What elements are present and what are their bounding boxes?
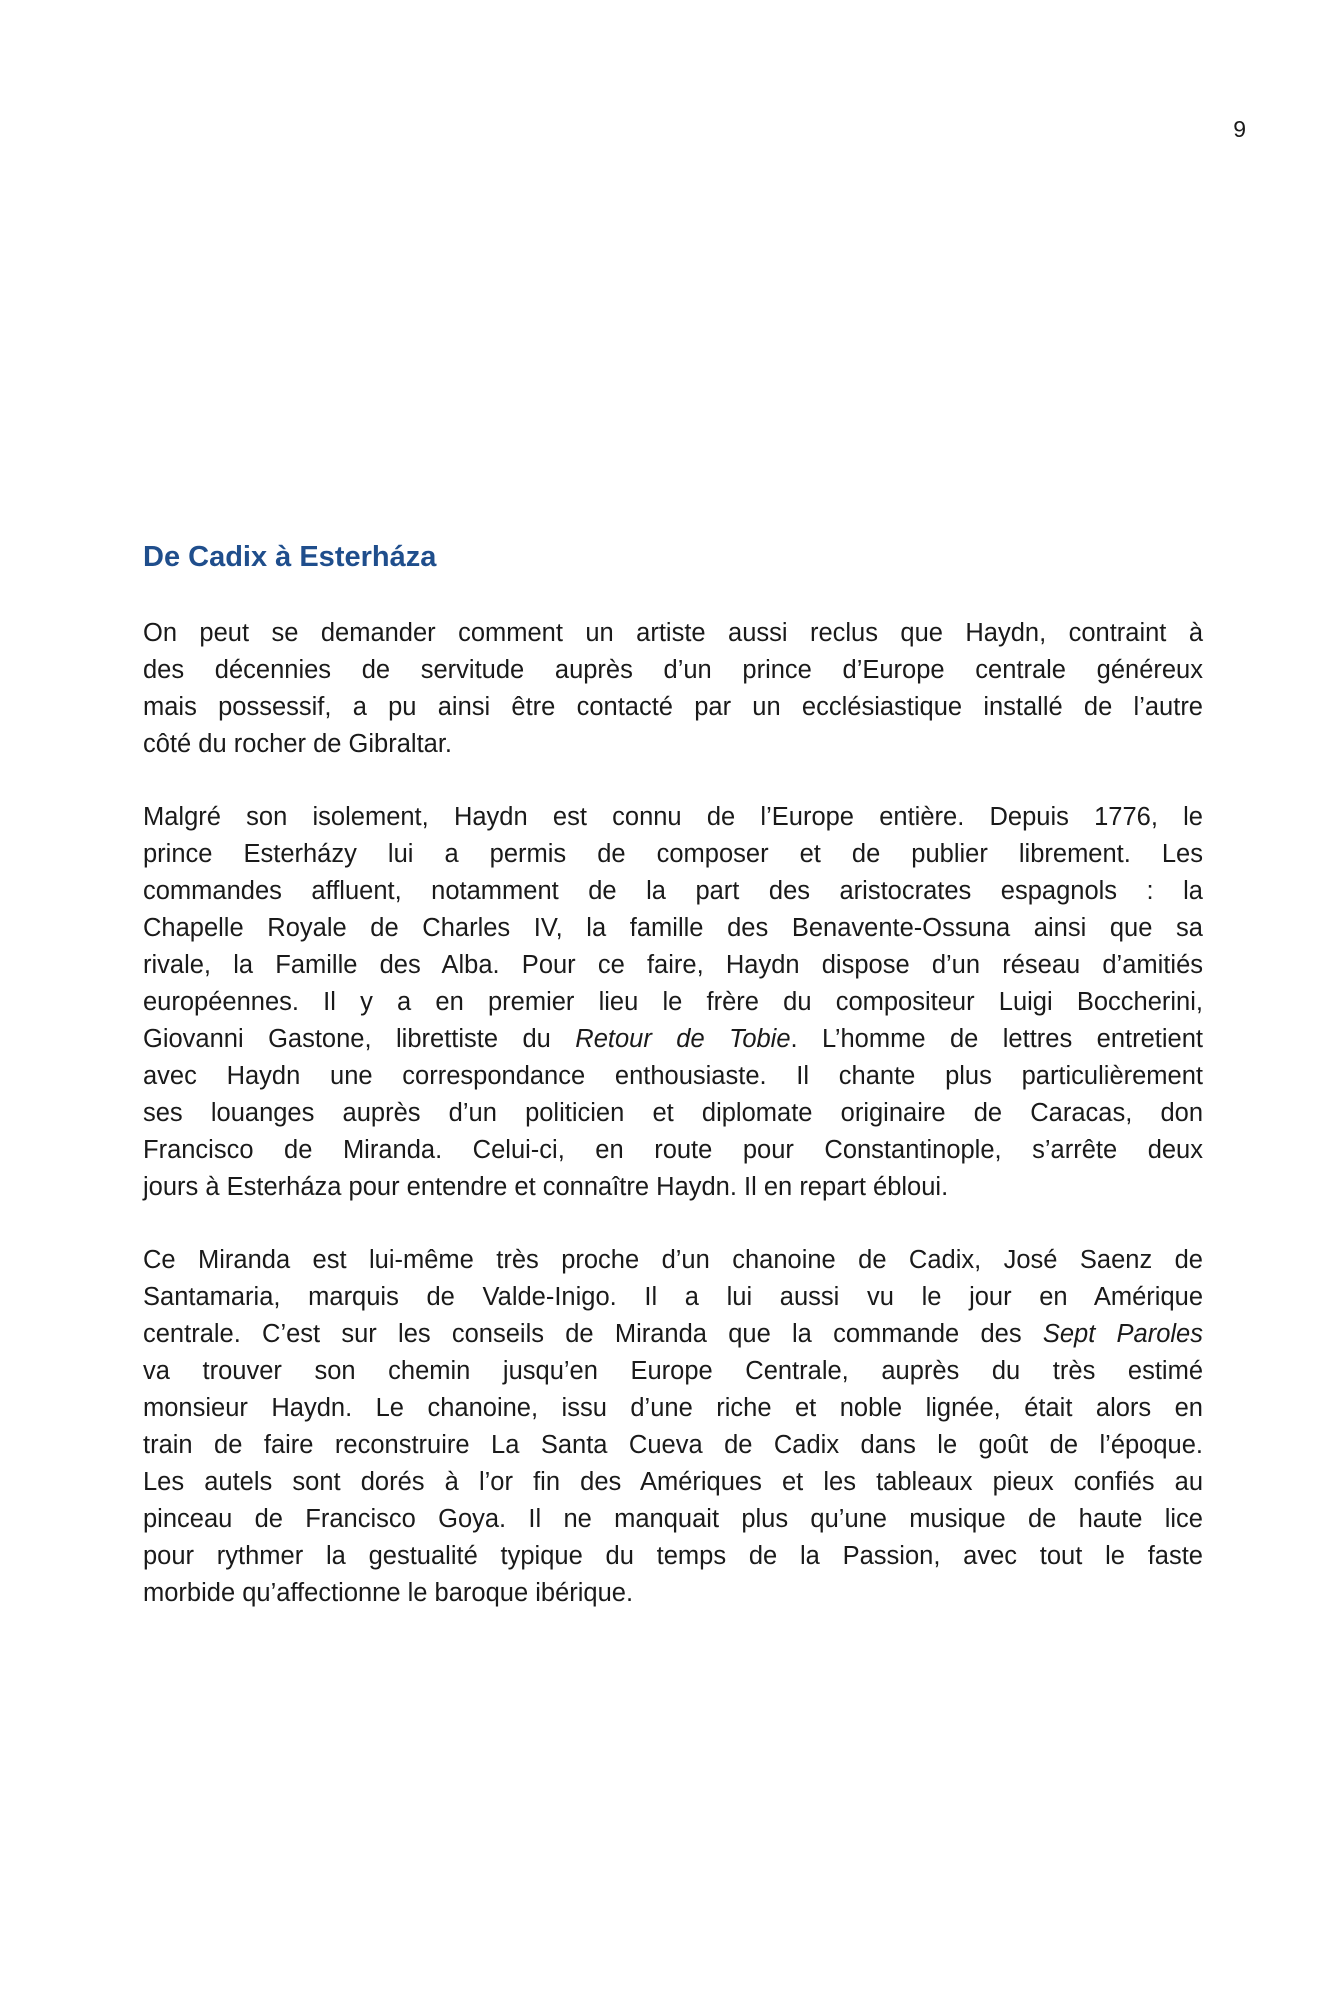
article-body — [143, 540, 1203, 1612]
text-line: mais possessif, a pu ainsi être contacté par un ecclésiastique installé de l’autre — [143, 692, 1203, 721]
text-line — [143, 1316, 1203, 1353]
text-line: des décennies de servitude auprès d’un prince d’Europe centrale généreux — [143, 655, 1203, 684]
work-title-retour-de-tobie: Retour de Tobie — [575, 1024, 791, 1053]
text-line: monsieur Haydn. Le chanoine, issu d’une riche et noble lignée, était alors en — [143, 1393, 1203, 1422]
text-line: morbide qu’affectionne le baroque ibérique. — [143, 1578, 634, 1607]
text-segment: Giovanni Gastone, librettiste du — [143, 1024, 576, 1053]
text-line: On peut se demander comment un artiste aussi reclus que Haydn, contraint à — [143, 618, 1203, 647]
text-line: Malgré son isolement, Haydn est connu de l’Europe entière. Depuis 1776, le — [143, 802, 1203, 831]
text-line: côté du rocher de Gibraltar. — [143, 729, 453, 758]
text-line: prince Esterházy lui a permis de composer et de publier librement. Les — [143, 839, 1203, 868]
work-title-sept-paroles: Sept Paroles — [1042, 1319, 1203, 1348]
text-line: jours à Esterháza pour entendre et connaître Haydn. Il en repart ébloui. — [143, 1172, 949, 1201]
text-line: européennes. Il y a en premier lieu le frère du compositeur Luigi Boccherini, — [143, 987, 1203, 1016]
section-heading: De Cadix à Esterháza — [143, 541, 437, 573]
text-segment: . L’homme de lettres entretient — [790, 1024, 1203, 1053]
text-line: ses louanges auprès d’un politicien et diplomate originaire de Caracas, don — [143, 1098, 1203, 1127]
text-line: Ce Miranda est lui-même très proche d’un chanoine de Cadix, José Saenz de — [143, 1245, 1203, 1274]
page-number: 9 — [1233, 116, 1246, 142]
paragraph-1 — [143, 615, 1203, 763]
text-line: commandes affluent, notamment de la part des aristocrates espagnols : la — [143, 876, 1203, 905]
paragraph-2 — [143, 799, 1203, 1206]
text-line: pour rythmer la gestualité typique du temps de la Passion, avec tout le faste — [143, 1541, 1203, 1570]
text-line: avec Haydn une correspondance enthousiaste. Il chante plus particulièrement — [143, 1061, 1203, 1090]
text-line: va trouver son chemin jusqu’en Europe Centrale, auprès du très estimé — [143, 1356, 1203, 1385]
paragraph-3 — [143, 1242, 1203, 1612]
text-line: Chapelle Royale de Charles IV, la famille des Benavente-Ossuna ainsi que sa — [143, 913, 1203, 942]
text-line: pinceau de Francisco Goya. Il ne manquait plus qu’une musique de haute lice — [143, 1504, 1203, 1533]
text-line: Francisco de Miranda. Celui-ci, en route pour Constantinople, s’arrête deux — [143, 1135, 1203, 1164]
text-line: train de faire reconstruire La Santa Cueva de Cadix dans le goût de l’époque. — [143, 1430, 1203, 1459]
text-segment: centrale. C’est sur les conseils de Miranda que la commande des — [143, 1319, 1043, 1348]
text-line: Les autels sont dorés à l’or fin des Amériques et les tableaux pieux confiés au — [143, 1467, 1203, 1496]
text-line: rivale, la Famille des Alba. Pour ce faire, Haydn dispose d’un réseau d’amitiés — [143, 950, 1203, 979]
text-line: Santamaria, marquis de Valde-Inigo. Il a lui aussi vu le jour en Amérique — [143, 1282, 1203, 1311]
text-line — [143, 1021, 1203, 1058]
